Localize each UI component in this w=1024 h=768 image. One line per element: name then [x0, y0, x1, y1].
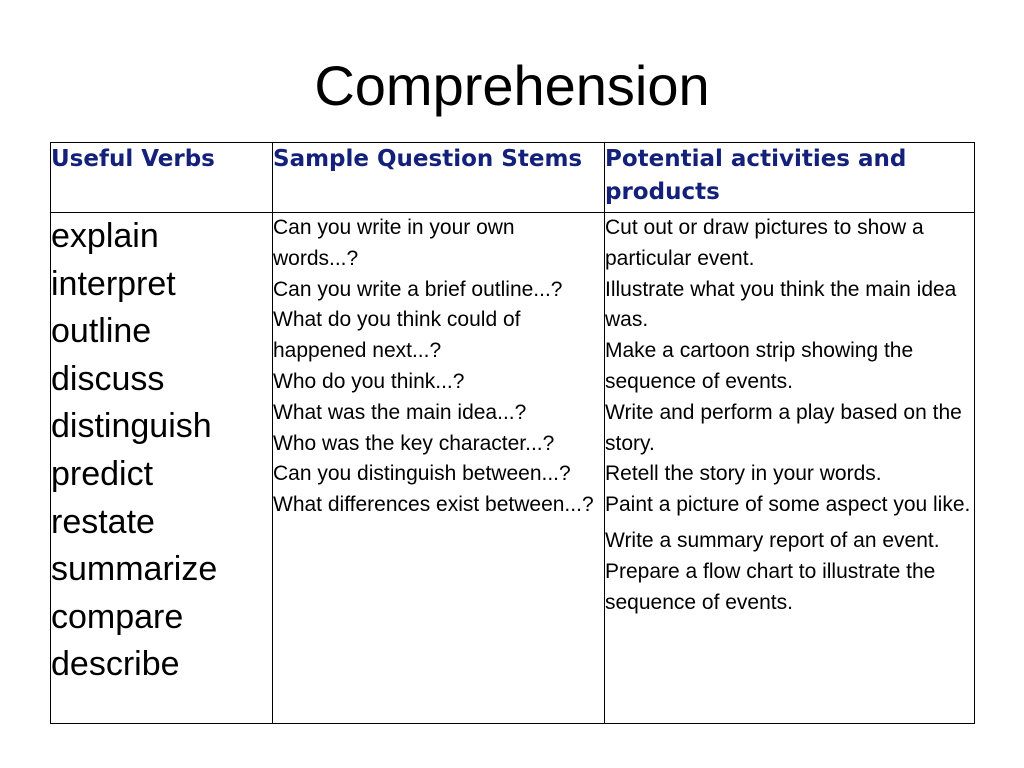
table-header-row [51, 143, 975, 213]
activity-item: Retell the story in your words. [605, 462, 882, 486]
activity-item: Write a summary report of an event. [605, 528, 940, 552]
verb-item: compare [51, 597, 184, 636]
verb-item: explain [51, 217, 159, 255]
activity-item: Cut out or draw pictures to show a particular event. [605, 216, 924, 270]
header-activities: Potential activities and products [605, 143, 975, 213]
verb-item: restate [51, 502, 155, 541]
verb-item: interpret [51, 264, 176, 303]
question-stems-cell [273, 213, 605, 724]
verb-item: outline [51, 312, 152, 351]
question-stem: What do you think could of happened next...? [273, 308, 521, 363]
header-question-stems: Sample Question Stems [273, 143, 605, 213]
question-stem: Can you write in your own words...? [273, 216, 515, 270]
verb-item: describe [51, 645, 180, 684]
activity-item: Paint a picture of some aspect you like. [605, 493, 971, 517]
question-stem: Can you distinguish between...? [273, 462, 571, 486]
verb-item: summarize [51, 550, 218, 589]
question-stem: What differences exist between...? [273, 493, 594, 517]
header-useful-verbs: Useful Verbs [51, 143, 273, 213]
question-stem: Who do you think...? [273, 369, 465, 393]
verb-item: predict [51, 454, 154, 493]
activity-item: Illustrate what you think the main idea was. [605, 277, 957, 332]
question-stem: Who was the key character...? [273, 431, 555, 455]
slide-title: Comprehension [314, 54, 710, 117]
useful-verbs-cell [51, 213, 273, 724]
activities-cell [605, 213, 975, 724]
question-stem: What was the main idea...? [273, 400, 527, 424]
table-body-row [51, 213, 975, 724]
activity-item: Make a cartoon strip showing the sequence of events. [605, 339, 914, 393]
activity-item: Write and perform a play based on the story. [605, 400, 962, 455]
activity-item: Prepare a flow chart to illustrate the sequence of events. [605, 559, 936, 614]
verb-item: distinguish [51, 407, 212, 446]
verb-item: discuss [51, 359, 165, 398]
comprehension-table [50, 142, 975, 724]
question-stem: Can you write a brief outline...? [273, 277, 563, 301]
